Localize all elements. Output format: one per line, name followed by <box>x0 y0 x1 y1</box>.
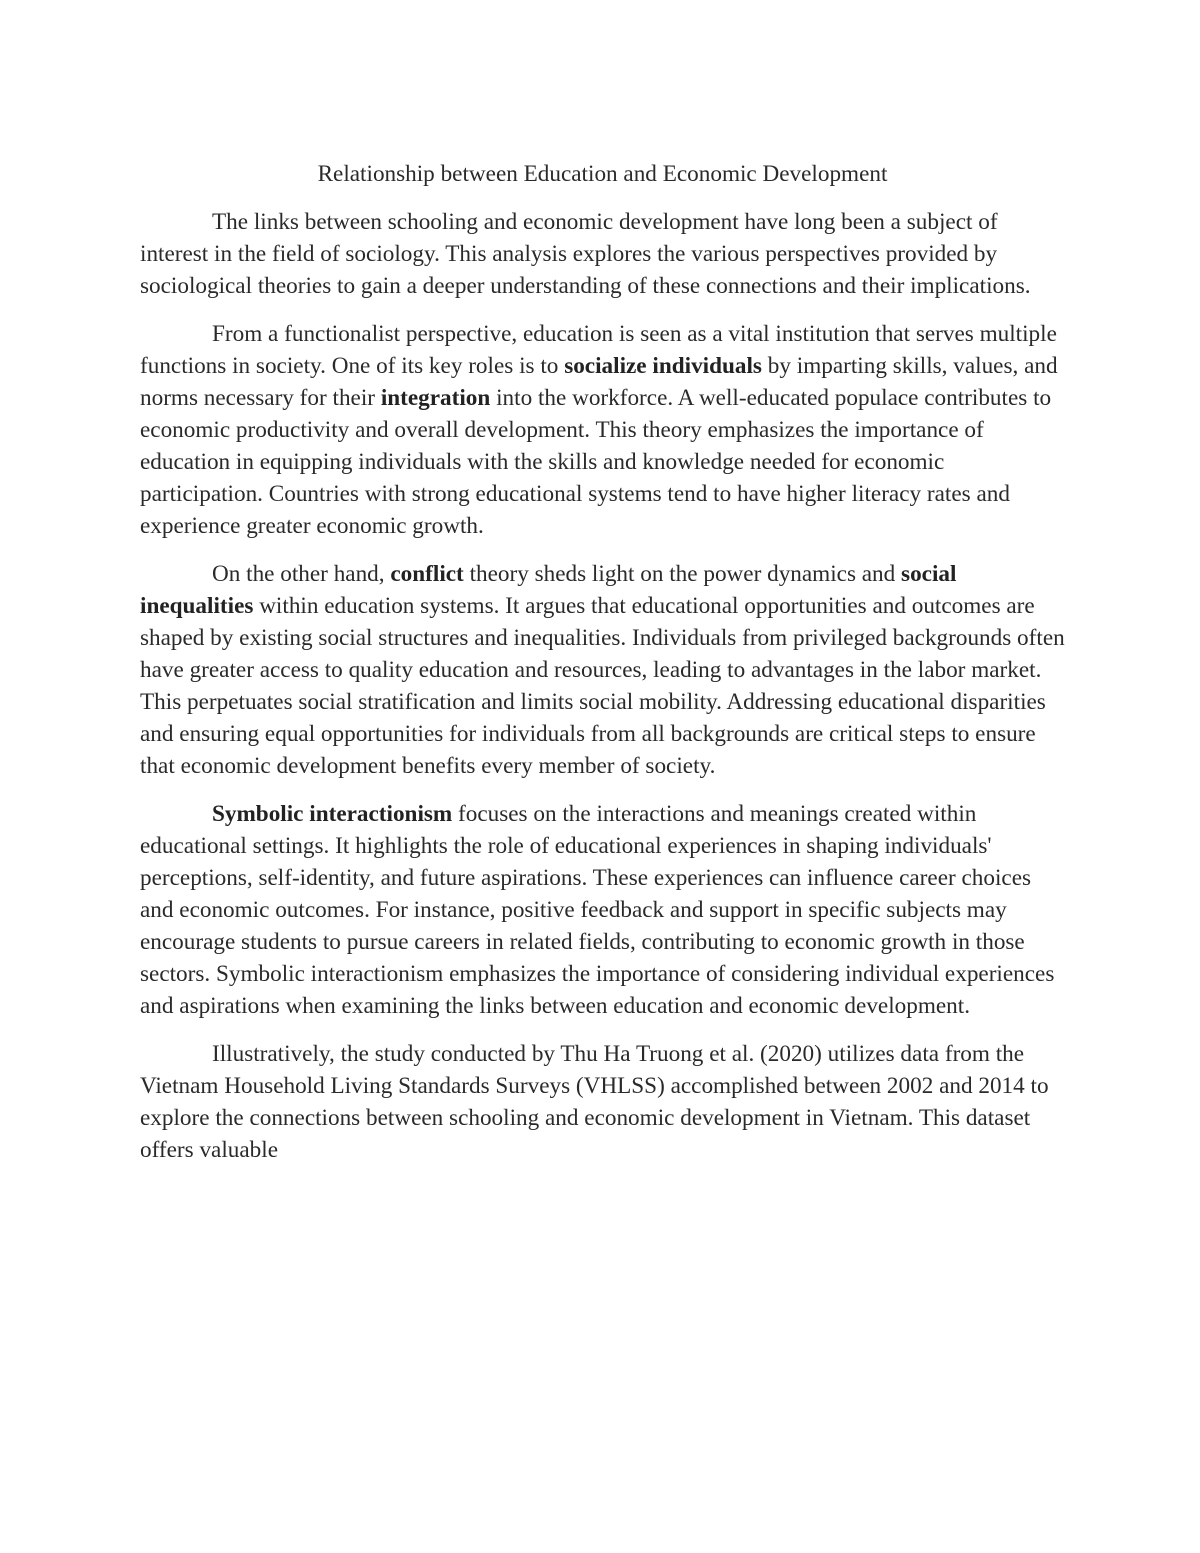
bold-term-socialize-individuals: socialize individuals <box>564 353 762 379</box>
paragraph-intro: The links between schooling and economic development have long been a subject of interest in the field of sociology. This analysis explores the various perspectives provided by sociological theories to gain a deeper understanding of these connections and their implications. <box>140 209 1031 299</box>
paragraph-text: by imparting skills, values, and norms necessary for their <box>140 353 1058 411</box>
document-body <box>140 158 1065 1166</box>
bold-term-conflict: conflict <box>390 561 464 587</box>
paragraph-text: From a functionalist perspective, education is seen as a vital institution that serves multiple functions in society. One of its key roles is to <box>140 321 1057 379</box>
paragraph-symbolic-interactionism <box>140 798 1065 1022</box>
paragraph-text: within education systems. It argues that educational opportunities and outcomes are shaped by existing social structures and inequalities. Individuals from privileged backgrounds often have greater access to quality education and resources, leading to advantages in the labor market. This perpetuates social stratification and limits social mobility. Addressing educational disparities and ensuring equal opportunities for individuals from all backgrounds are critical steps to ensure that economic development benefits every member of society. <box>140 593 1065 779</box>
bold-term-social-inequalities: social inequalities <box>140 561 957 619</box>
bold-term-integration: integration <box>380 385 491 411</box>
paragraph-conflict-theory <box>140 558 1065 782</box>
document-title: Relationship between Education and Economic Development <box>317 161 888 187</box>
paragraph-text: focuses on the interactions and meanings created within educational settings. It highlights the role of educational experiences in shaping individuals' perceptions, self-identity, and future aspirations. These experiences can influence career choices and economic outcomes. For instance, positive feedback and support in specific subjects may encourage students to pursue careers in related fields, contributing to economic growth in those sectors. Symbolic interactionism emphasizes the importance of considering individual experiences and aspirations when examining the links between education and economic development. <box>140 801 1055 1019</box>
paragraph-text: into the workforce. A well-educated populace contributes to economic productivity and overall development. This theory emphasizes the importance of education in equipping individuals with the skills and knowledge needed for economic participation. Countries with strong educational systems tend to have higher literacy rates and experience greater economic growth. <box>140 385 1052 539</box>
paragraph-text: On the other hand, <box>212 561 391 587</box>
paragraph-text: theory sheds light on the power dynamics and <box>463 561 902 587</box>
bold-term-symbolic-interactionism: Symbolic interactionism <box>212 801 453 827</box>
paragraph-vietnam-study: Illustratively, the study conducted by Thu Ha Truong et al. (2020) utilizes data from the Vietnam Household Living Standards Surveys (VHLSS) accomplished between 2002 and 2014 to explore the connections between schooling and economic development in Vietnam. This dataset offers valuable <box>140 1041 1049 1163</box>
paragraph-functionalism <box>140 318 1065 542</box>
